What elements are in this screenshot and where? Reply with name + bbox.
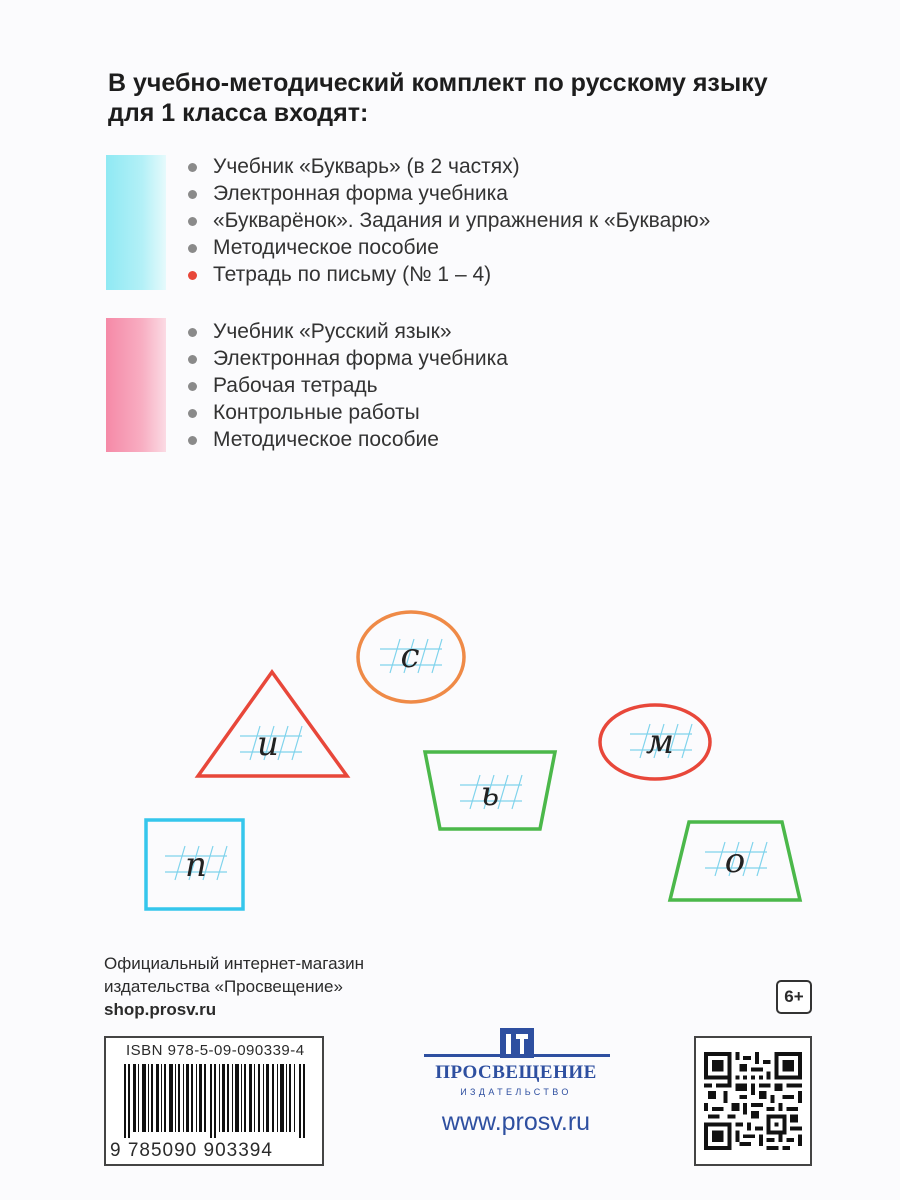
shop-url-link[interactable]: shop.prosv.ru xyxy=(104,1000,217,1019)
list-item: «Букварёнок». Задания и упражнения к «Букварю» xyxy=(188,207,710,234)
square-shape xyxy=(146,820,243,909)
circle-shape xyxy=(358,612,464,702)
barcode-icon xyxy=(124,1064,306,1138)
letter-o: о xyxy=(724,841,746,881)
ellipse-shape xyxy=(600,705,710,779)
letter-m: м xyxy=(645,722,675,762)
triangle-shape xyxy=(198,672,347,776)
trapezoid2-shape xyxy=(670,822,800,900)
publisher-subtitle: ИЗДАТЕЛЬСТВО xyxy=(460,1087,572,1097)
list-item: Рабочая тетрадь xyxy=(188,372,508,399)
list-item: Методическое пособие xyxy=(188,426,508,453)
trapezoid-shape xyxy=(425,752,555,829)
list-item: Электронная форма учебника xyxy=(188,345,508,372)
list-item: Учебник «Букварь» (в 2 частях) xyxy=(188,153,710,180)
online-shop-info xyxy=(104,952,364,1021)
list-item: Контрольные работы xyxy=(188,399,508,426)
shop-line-1: Официальный интернет-магазин xyxy=(104,954,365,973)
letter-p: п xyxy=(185,845,207,885)
age-rating-badge: 6+ xyxy=(776,980,812,1014)
list-item: Электронная форма учебника xyxy=(188,180,710,207)
barcode-digits: 9 785090 903394 xyxy=(110,1140,273,1161)
publisher-emblem-icon xyxy=(424,1028,610,1058)
isbn-barcode-box xyxy=(104,1036,324,1166)
isbn-number: ISBN 978-5-09-090339-4 xyxy=(126,1042,305,1059)
publisher-url-link[interactable]: www.prosv.ru xyxy=(441,1108,591,1136)
list-item: Методическое пособие xyxy=(188,234,710,261)
letter-s: с xyxy=(400,636,420,676)
shop-line-2: издательства «Просвещение» xyxy=(104,977,343,996)
list-item: Учебник «Русский язык» xyxy=(188,318,508,345)
list-item-highlighted: Тетрадь по письму (№ 1 – 4) xyxy=(188,261,710,288)
heading-line-2: для 1 класса входят: xyxy=(108,99,369,127)
publisher-name: ПРОСВЕЩЕНИЕ xyxy=(435,1062,597,1083)
qr-code-icon xyxy=(704,1052,802,1150)
heading-line-1: В учебно-методический комплект по русскому языку xyxy=(108,69,768,97)
letter-soft-sign: ь xyxy=(480,774,500,814)
qr-code-box xyxy=(694,1036,812,1166)
letter-i: и xyxy=(257,724,279,764)
